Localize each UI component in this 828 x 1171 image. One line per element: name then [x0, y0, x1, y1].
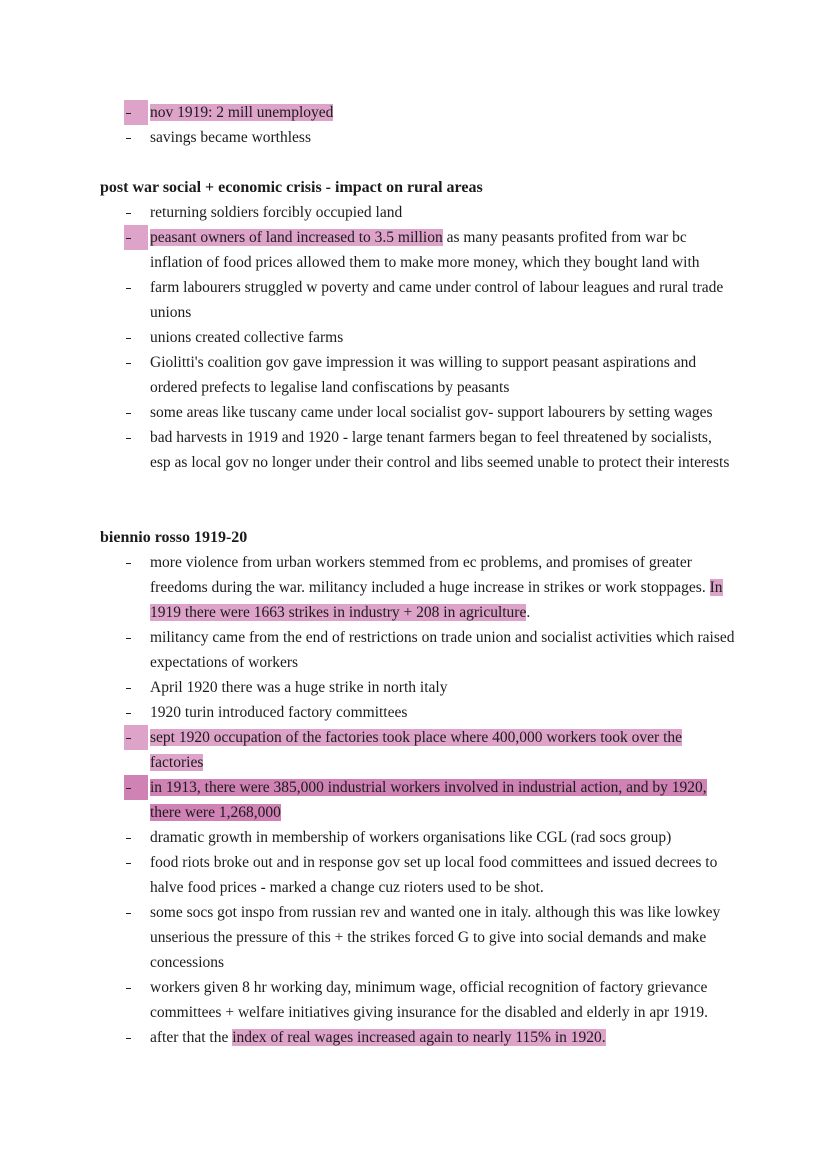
list-item-text: farm labourers struggled w poverty and came under control of labour leagues and rural trade unions	[150, 279, 724, 321]
highlighted-text: peasant owners of land increased to 3.5 million	[150, 229, 443, 246]
list-item	[0, 625, 735, 675]
list-item-text: after that the	[150, 1029, 233, 1046]
bullet-dash	[124, 775, 148, 800]
list-item	[0, 275, 735, 325]
list-item-text: Giolitti's coalition gov gave impression it was willing to support peasant aspirations and ordered prefects to legalise land confiscations by peasants	[150, 354, 697, 396]
list-item-text: as many peasants profited from war bc inflation of food prices allowed them to make more money, which they bought land with	[150, 229, 700, 271]
bullet-dash	[124, 700, 148, 725]
list-item	[0, 350, 735, 400]
list-item	[0, 675, 735, 700]
bullet-dash	[124, 275, 148, 300]
list-item	[0, 100, 735, 125]
bullet-dash	[124, 350, 148, 375]
list-item-text: workers given 8 hr working day, minimum wage, official recognition of factory grievance committees + welfare initiatives giving insurance for the disabled and elderly in apr 1919.	[150, 979, 708, 1021]
highlighted-text: sept 1920 occupation of the factories took place where 400,000 workers took over the factories	[150, 729, 683, 771]
list-item-text: 1920 turin introduced factory committees	[150, 704, 408, 721]
section-heading-rural: post war social + economic crisis - impact on rural areas	[100, 179, 483, 196]
list-item-text: bad harvests in 1919 and 1920 - large tenant farmers began to feel threatened by socialists, esp as local gov no longer under their control and libs seemed unable to protect their interests	[150, 429, 730, 471]
list-item-text: militancy came from the end of restrictions on trade union and socialist activities which raised expectations of workers	[150, 629, 735, 671]
list-item	[0, 700, 735, 725]
bullet-dash	[124, 675, 148, 700]
list-item	[0, 200, 735, 225]
list-item	[0, 725, 735, 775]
list-item	[0, 975, 735, 1025]
rural-bullet-list	[0, 200, 735, 475]
highlighted-text: nov 1919: 2 mill unemployed	[150, 104, 334, 121]
list-item	[0, 900, 735, 975]
bullet-dash	[124, 825, 148, 850]
bullet-dash	[124, 425, 148, 450]
bullet-dash	[124, 100, 148, 125]
list-item	[0, 400, 735, 425]
list-item-text: some socs got inspo from russian rev and wanted one in italy. although this was like lowkey unserious the pressure of this + the strikes forced G to give into social demands and make concessions	[150, 904, 721, 971]
bullet-dash	[124, 325, 148, 350]
bullet-dash	[124, 850, 148, 875]
bullet-dash	[124, 900, 148, 925]
bullet-dash	[124, 200, 148, 225]
bullet-dash	[124, 125, 148, 150]
list-item	[0, 825, 735, 850]
list-item-text: more violence from urban workers stemmed from ec problems, and promises of greater freedoms during the war. militancy included a huge increase in strikes or work stoppages.	[150, 554, 710, 596]
bullet-dash	[124, 550, 148, 575]
list-item	[0, 550, 735, 625]
list-item-text: April 1920 there was a huge strike in north italy	[150, 679, 448, 696]
list-item-text: returning soldiers forcibly occupied land	[150, 204, 403, 221]
bullet-dash	[124, 975, 148, 1000]
list-item	[0, 775, 735, 825]
highlighted-text: in 1913, there were 385,000 industrial workers involved in industrial action, and by 1920, there were 1,268,000	[150, 779, 707, 821]
list-item-text: some areas like tuscany came under local socialist gov- support labourers by setting wages	[150, 404, 713, 421]
bullet-dash	[124, 725, 148, 750]
bullet-dash	[124, 1025, 148, 1050]
list-item-text: savings became worthless	[150, 129, 311, 146]
list-item-text: food riots broke out and in response gov set up local food committees and issued decrees to halve food prices - marked a change cuz rioters used to be shot.	[150, 854, 718, 896]
list-item	[0, 225, 735, 275]
highlighted-text: index of real wages increased again to nearly 115% in 1920.	[232, 1029, 606, 1046]
list-item-text: .	[526, 604, 531, 621]
bullet-dash	[124, 400, 148, 425]
list-item	[0, 425, 735, 475]
biennio-bullet-list	[0, 550, 735, 1050]
list-item-text: unions created collective farms	[150, 329, 344, 346]
list-item	[0, 325, 735, 350]
list-item	[0, 1025, 735, 1050]
list-item	[0, 125, 735, 150]
bullet-dash	[124, 625, 148, 650]
top-bullet-list	[0, 100, 735, 150]
bullet-dash	[124, 225, 148, 250]
list-item	[0, 850, 735, 900]
list-item-text: dramatic growth in membership of workers organisations like CGL (rad socs group)	[150, 829, 672, 846]
highlighted-text: In 1919 there were 1663 strikes in industry + 208 in agriculture	[150, 579, 723, 621]
section-heading-biennio-rosso: biennio rosso 1919-20	[100, 529, 248, 546]
